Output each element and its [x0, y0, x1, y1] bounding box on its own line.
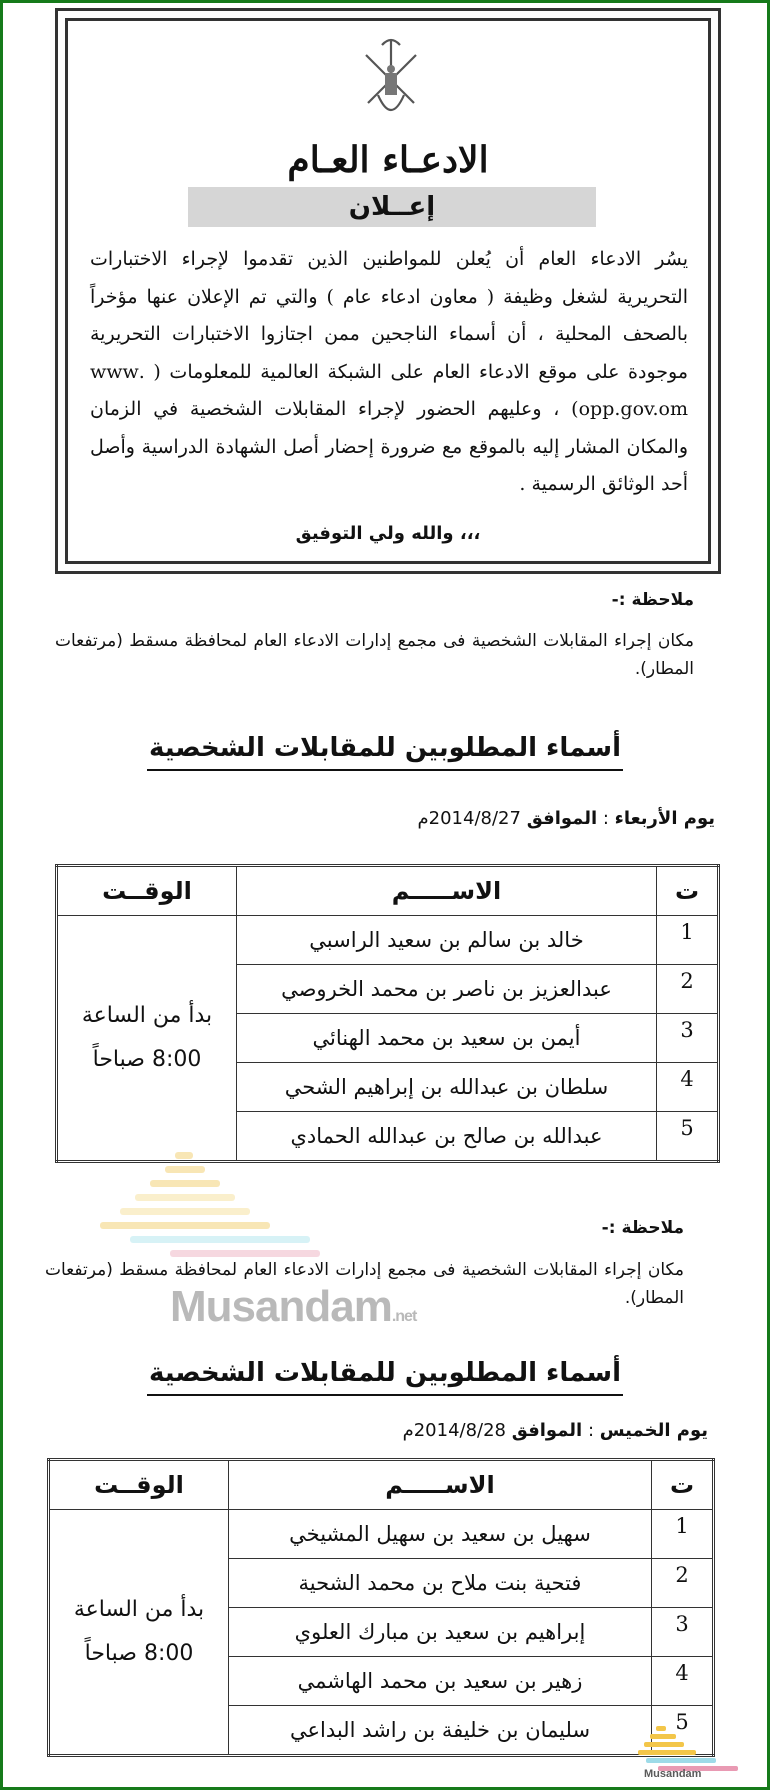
time-cell: بدأ من الساعة 8:00 صباحاً [49, 1510, 229, 1756]
row-name: خالد بن سالم بن سعيد الراسبي [237, 916, 657, 965]
row-name: سهيل بن سعيد بن سهيل المشيخي [229, 1510, 652, 1559]
day-date-line: يوم الأربعاء : الموافق 2014/8/27م [417, 808, 715, 829]
row-name: زهير بن سعيد بن محمد الهاشمي [229, 1657, 652, 1706]
notice-line: التحريرية لشغل وظيفة ( معاون ادعاء عام ) والتي تم الإعلان عنها مؤخراً [90, 285, 688, 308]
notice-line: يسُر الادعاء العام أن يُعلن للمواطنين الذين تقدموا لإجراء الاختبارات [90, 248, 688, 270]
header-time: الوقــت [49, 1460, 229, 1510]
row-name: فتحية بنت ملاح بن محمد الشحية [229, 1559, 652, 1608]
note-label: ملاحظة :- [601, 1218, 684, 1238]
time-cell: بدأ من الساعة 8:00 صباحاً [57, 916, 237, 1162]
oman-emblem-icon [358, 35, 424, 123]
row-num: 2 [652, 1559, 714, 1608]
row-name: إبراهيم بن سعيد بن مبارك العلوي [229, 1608, 652, 1657]
notice-inner-border [65, 18, 711, 564]
header-time: الوقــت [57, 866, 237, 916]
row-num: 1 [657, 916, 719, 965]
table-row [57, 916, 719, 965]
schedule-table-1 [55, 864, 720, 1163]
notice-line: أحد الوثائق الرسمية . [519, 473, 688, 495]
table-header-row [57, 866, 719, 916]
note-label: ملاحظة :- [611, 590, 694, 610]
day-date-line: يوم الخميس : الموافق 2014/8/28م [402, 1420, 708, 1441]
watermark-logo-icon [100, 1150, 330, 1270]
header-name: الاســـــم [237, 866, 657, 916]
row-num: 3 [657, 1014, 719, 1063]
notice-subtitle: إعــلان [188, 187, 596, 227]
note-text: مكان إجراء المقابلات الشخصية فى مجمع إدارات الادعاء العام لمحافظة مسقط (مرتفعات المطار). [45, 1260, 684, 1308]
row-name: سليمان بن خليفة بن راشد البداعي [229, 1706, 652, 1756]
schedule-table-2 [47, 1458, 715, 1757]
row-num: 2 [657, 965, 719, 1014]
header-num: ت [652, 1460, 714, 1510]
row-name: عبدالعزيز بن ناصر بن محمد الخروصي [237, 965, 657, 1014]
row-num: 4 [652, 1657, 714, 1706]
row-name: سلطان بن عبدالله بن إبراهيم الشحي [237, 1063, 657, 1112]
row-num: 5 [652, 1706, 714, 1756]
notice-body [90, 241, 688, 504]
notice-line: opp.gov.om) ، وعليهم الحضور لإجراء المقابلات الشخصية في الزمان [90, 398, 688, 420]
header-name: الاســـــم [229, 1460, 652, 1510]
row-num: 4 [657, 1063, 719, 1112]
notice-line: بالصحف المحلية ، أن أسماء الناجحين ممن اجتازوا الاختبارات التحريرية [90, 323, 688, 345]
row-name: عبدالله بن صالح بن عبدالله الحمادي [237, 1112, 657, 1162]
section-title: أسماء المطلوبين للمقابلات الشخصية [0, 1358, 770, 1388]
row-name: أيمن بن سعيد بن محمد الهنائي [237, 1014, 657, 1063]
table-row [49, 1510, 714, 1559]
section-title: أسماء المطلوبين للمقابلات الشخصية [0, 733, 770, 763]
header-num: ت [657, 866, 719, 916]
notice-line: والمكان المشار إليه بالموقع مع ضرورة إحضار أصل الشهادة الدراسية وأصل [90, 435, 688, 458]
corner-logo-text: Musandam [644, 1768, 702, 1780]
table-header-row [49, 1460, 714, 1510]
watermark-text: Musandam.net [170, 1282, 417, 1331]
notice-title: الادعـاء العـام [287, 139, 489, 181]
row-num: 3 [652, 1608, 714, 1657]
row-num: 5 [657, 1112, 719, 1162]
notice-box [55, 8, 721, 574]
notice-closing: والله ولي التوفيق ،،، [295, 523, 481, 544]
notice-line: موجودة على موقع الادعاء العام على الشبكة العالمية للمعلومات ( .www [90, 360, 689, 383]
row-num: 1 [652, 1510, 714, 1559]
note-text: مكان إجراء المقابلات الشخصية فى مجمع إدارات الادعاء العام لمحافظة مسقط (مرتفعات المطار). [55, 631, 694, 679]
